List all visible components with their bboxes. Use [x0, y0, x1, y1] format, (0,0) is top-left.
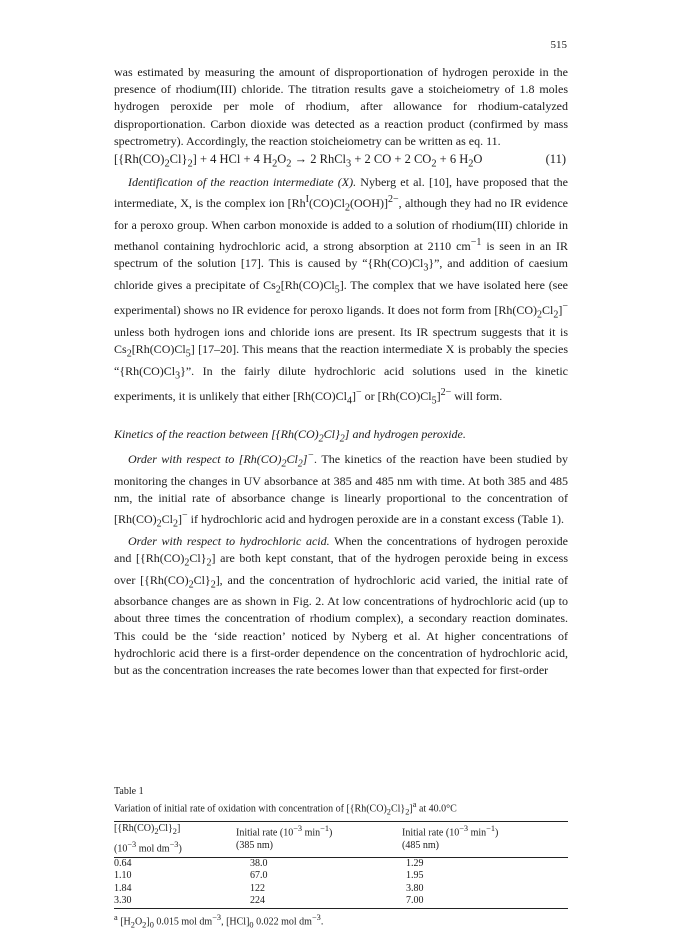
table-header-row [114, 822, 568, 857]
page-number: 515 [550, 39, 567, 51]
table-cell: 224 [250, 895, 265, 907]
table-row [114, 870, 568, 883]
equation-body: $[\{Rh(CO)_2Cl\}_2] + 4$ HCl + 4 $H_2O_2 \to 2$ RhCl$_3$ + 2 CO + 2 $CO_2 + 6$ $H_2O$ [114, 152, 483, 170]
table-row [114, 857, 568, 870]
paragraph-order-hcl: Order with respect to hydrochloric acid. When the concentrations of hydrogen peroxide and $[\{Rh(CO)_2Cl\}_2]$ are both kept constant, that of the hydrogen peroxide being in excess over $[\{Rh(CO)_2Cl\}_2]$, and the concentration of hydrochloric acid varied, the initial rate of absorbance changes are as shown in Fig. 2. At low concentrations of hydrochloric acid (up to about three times the concentration of rhodium complex), a secondary reaction dominates. This could be the ‘side reaction’ noticed by Nyberg et al. At higher concentrations of hydrochloric acid there is a first-order dependence on the concentration of hydrochloric acid, but as the concentration increases the rate becomes lower than that expected for first-order [114, 533, 568, 678]
subheading-order-rhodium: Order with respect to $[Rh(CO)_2Cl_2]^-$. [128, 450, 318, 470]
table-cell: 38.0 [250, 857, 268, 869]
table-cell: 3.30 [114, 895, 132, 907]
paragraph-stoicheiometry: was estimated by measuring the amount of disproportionation of hydrogen peroxide in the presence of rhodium(III) chloride. The titration results gave a stoicheiometry of 1.8 moles hydrogen peroxide per mole of rhodium, after allowance for rhodium-catalyzed disproportionation. Carbon dioxide was detected as a reaction product (confirmed by mass spectrometry). Accordingly, the reaction stoicheiometry can be written as eq. 11. [114, 65, 568, 148]
table-1 [114, 786, 568, 931]
table-cell: 1.95 [406, 870, 424, 882]
body-text [114, 64, 568, 679]
column-header-concentration: $[\{Rh(CO)_2Cl\}_2]$ ($10^{-3}$ mol $dm^{-3}$) [114, 823, 182, 855]
table-row [114, 883, 568, 896]
subheading-order-hcl: Order with respect to hydrochloric acid. [128, 533, 330, 548]
data-table [114, 821, 568, 908]
table-caption: Variation of initial rate of oxidation with concentration of $[\{Rh(CO)_2Cl\}_2]^a$ at 40.0°C [114, 799, 457, 816]
paragraph-intermediate: Identification of the reaction intermediate (X). Nyberg et al. [10], have proposed that the intermediate, X, is the complex ion $[Rh^I(CO)Cl_2(OOH)]^{2-}$, although they had no IR evidence for a peroxo group. When carbon monoxide is added to a solution of rhodium(III) chloride in methanol containing hydrochloric acid, a strong absorption at 2110 $cm^{-1}$ is seen in an IR spectrum of the solution [17]. This is caused by “$\{Rh(CO)Cl_3\}$”, and addition of caesium chloride gives a precipitate of $Cs_2[Rh(CO)Cl_5]$. The complex that we have isolated here (see experimental) shows no IR evidence for peroxo ligands. It does not form from $[Rh(CO)_2Cl_2]^-$ unless both hydrogen ions and chloride ions are present. Its IR spectrum suggests that it is $Cs_2[Rh(CO)Cl_5]$ [17–20]. This means that the reaction intermediate X is probably the species “$\{Rh(CO)Cl_3\}$”. In the fairly dilute hydrochloric acid solutions used in the kinetic experiments, it is unlikely that either $[Rh(CO)Cl_4]^-$ or $[Rh(CO)Cl_5]^{2-}$ will form. [114, 174, 569, 407]
table-cell: 7.00 [406, 895, 424, 907]
table-cell: 0.64 [114, 857, 132, 869]
equation-number: (11) [545, 152, 566, 167]
column-header-rate-485: Initial rate ($10^{-3}$ $\min^{-1}$) (485 nm) [402, 824, 499, 852]
table-cell: 1.84 [114, 882, 132, 894]
table-cell: 3.80 [406, 882, 424, 894]
table-cell: 122 [250, 882, 265, 894]
table-cell: 1.29 [406, 857, 424, 869]
table-label: Table 1 [114, 786, 144, 797]
section-heading-intermediate: Identification of the reaction intermediate (X). [128, 174, 357, 189]
paragraph-order-rhodium: Order with respect to $[Rh(CO)_2Cl_2]^-$. The kinetics of the reaction have been studied by monitoring the changes in UV absorbance at 385 and 485 nm with time. At both 385 and 485 nm, the initial rate of absorbance change is linearly proportional to the concentration of $[Rh(CO)_2Cl_2]^-$ if hydrochloric acid and hydrogen peroxide are in a constant excess (Table 1). [114, 450, 568, 530]
column-header-rate-385: Initial rate ($10^{-3}$ $\min^{-1}$) (385 nm) [236, 824, 333, 852]
table-cell: 67.0 [250, 870, 268, 882]
table-row [114, 895, 568, 908]
equation-11 [114, 151, 568, 173]
section-heading-kinetics: Kinetics of the reaction between $[\{Rh(CO)_2Cl\}_2]$ and hydrogen peroxide. [114, 426, 466, 445]
table-footnote: $^a$ $[H_2O_2]_0$ 0.015 mol $dm^{-3}$, $[HCl]_0$ 0.022 mol $dm^{-3}$. [114, 912, 324, 929]
table-cell: 1.10 [114, 870, 132, 882]
